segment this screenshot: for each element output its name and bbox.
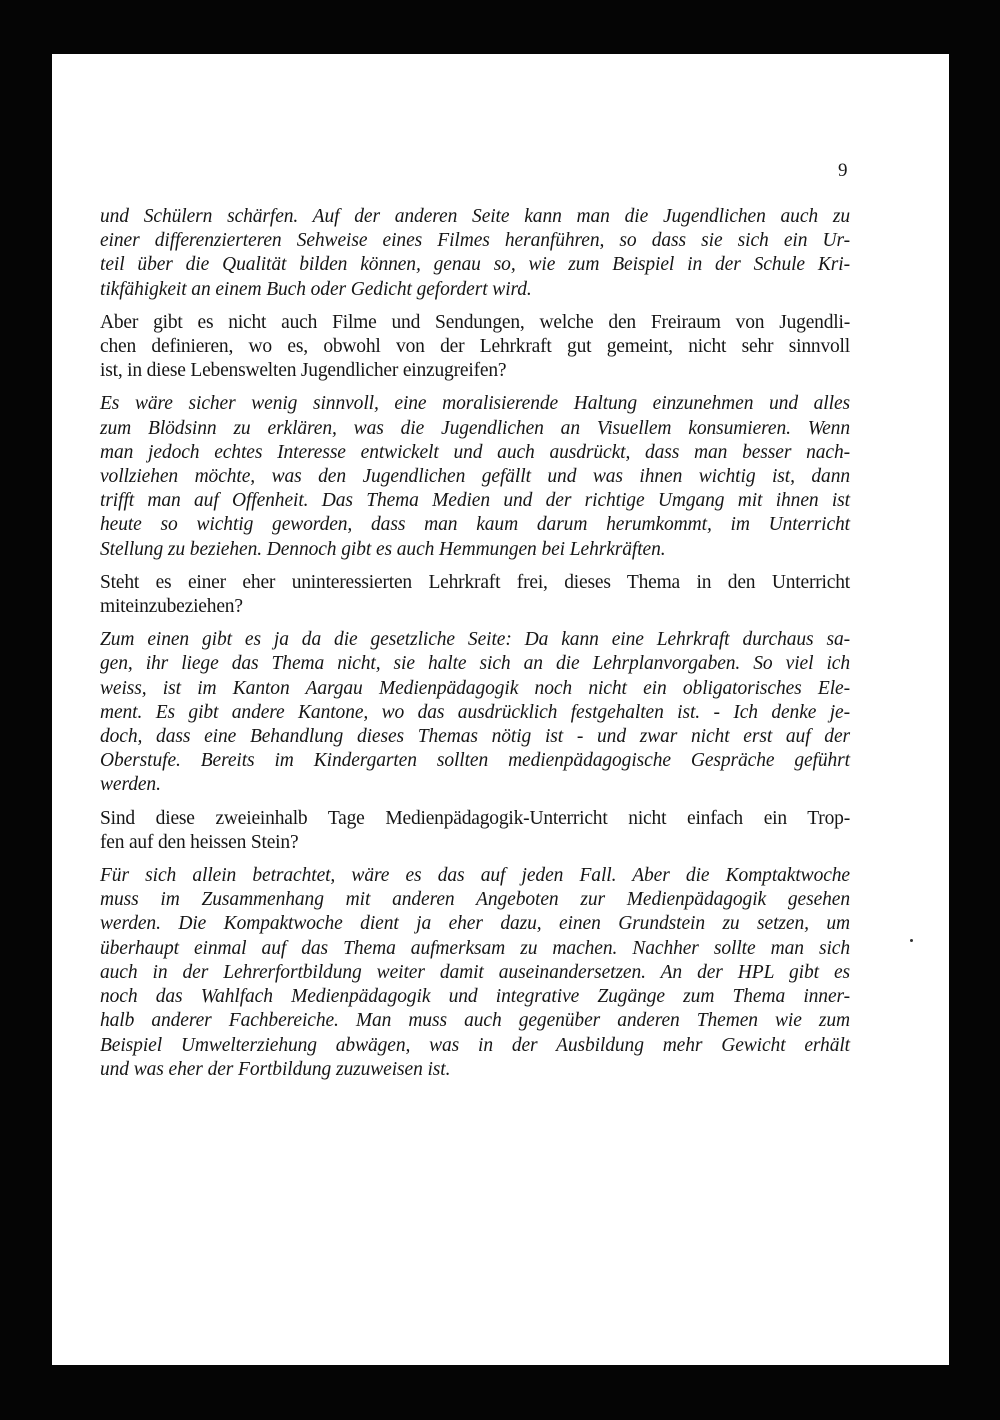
text-line: Oberstufe. Bereits im Kindergarten sollten medienpädagogische Gespräche geführt xyxy=(100,750,850,772)
paragraph-answer-1 xyxy=(100,205,850,302)
text-line: Sind diese zweieinhalb Tage Medienpädagogik-Unterricht nicht einfach ein Trop- xyxy=(100,807,850,829)
text-line: trifft man auf Offenheit. Das Thema Medien und der richtige Umgang mit ihnen ist xyxy=(100,490,850,512)
text-line: teil über die Qualität bilden können, genau so, wie zum Beispiel in der Schule Kri- xyxy=(100,254,850,276)
text-line: Steht es einer eher uninteressierten Lehrkraft frei, dieses Thema in den Unterricht xyxy=(100,571,850,593)
text-line: Für sich allein betrachtet, wäre es das auf jeden Fall. Aber die Komptaktwoche xyxy=(100,865,850,887)
text-line: tikfähigkeit an einem Buch oder Gedicht gefordert wird. xyxy=(100,278,532,300)
text-line: ment. Es gibt andere Kantone, wo das ausdrücklich festgehalten ist. - Ich denke je- xyxy=(100,701,850,723)
text-line: gen, ihr liege das Thema nicht, sie halte sich an die Lehrplanvorgaben. So viel ich xyxy=(100,653,850,675)
text-line: heute so wichtig geworden, dass man kaum darum herumkommt, im Unterricht xyxy=(100,514,850,536)
text-line: halb anderer Fachbereiche. Man muss auch gegenüber anderen Themen wie zum xyxy=(100,1010,850,1032)
text-line: werden. xyxy=(100,774,161,796)
text-line: auch in der Lehrerfortbildung weiter damit auseinandersetzen. An der HPL gibt es xyxy=(100,961,850,983)
text-line: und Schülern schärfen. Auf der anderen Seite kann man die Jugendlichen auch zu xyxy=(100,206,850,227)
paragraph-answer-3 xyxy=(100,628,850,797)
text-line: man jedoch echtes Interesse entwickelt und auch ausdrückt, dass man besser nach- xyxy=(100,441,850,463)
text-line: vollziehen möchte, was den Jugendlichen gefällt und was ihnen wichtig ist, dann xyxy=(100,466,850,488)
paragraph-question-2 xyxy=(100,571,850,619)
paragraph-answer-4 xyxy=(100,864,850,1082)
paragraph-question-3 xyxy=(100,807,850,855)
text-line: fen auf den heissen Stein? xyxy=(100,831,299,853)
paragraph-answer-2 xyxy=(100,392,850,561)
text-line: werden. Die Kompaktwoche dient ja eher dazu, einen Grundstein zu setzen, um xyxy=(100,913,850,935)
text-line: überhaupt einmal auf das Thema aufmerksam zu machen. Nachher sollte man sich xyxy=(100,937,850,959)
scan-speck xyxy=(910,939,913,942)
text-line: Beispiel Umwelterziehung abwägen, was in der Ausbildung mehr Gewicht erhält xyxy=(100,1034,850,1056)
document-body xyxy=(100,205,850,1091)
text-line: Zum einen gibt es ja da die gesetzliche Seite: Da kann eine Lehrkraft durchaus sa- xyxy=(100,629,850,651)
text-line: Stellung zu beziehen. Dennoch gibt es auch Hemmungen bei Lehrkräften. xyxy=(100,538,666,560)
text-line: noch das Wahlfach Medienpädagogik und integrative Zugänge zum Thema inner- xyxy=(100,986,850,1008)
text-line: doch, dass eine Behandlung dieses Themas nötig ist - und zwar nicht erst auf der xyxy=(100,726,850,748)
text-line: ist, in diese Lebenswelten Jugendlicher einzugreifen? xyxy=(100,360,507,382)
text-line: einer differenzierteren Sehweise eines Filmes heranführen, so dass sie sich ein Ur- xyxy=(100,230,850,252)
text-line: zum Blödsinn zu erklären, was die Jugendlichen an Visuellem konsumieren. Wenn xyxy=(100,417,850,439)
text-line: chen definieren, wo es, obwohl von der Lehrkraft gut gemeint, nicht sehr sinnvoll xyxy=(100,336,850,358)
page-number: 9 xyxy=(838,160,848,181)
text-line: Es wäre sicher wenig sinnvoll, eine moralisierende Haltung einzunehmen und alles xyxy=(100,393,850,415)
text-line: Aber gibt es nicht auch Filme und Sendungen, welche den Freiraum von Jugendli- xyxy=(100,311,850,333)
text-line: miteinzubeziehen? xyxy=(100,596,243,618)
text-line: weiss, ist im Kanton Aargau Medienpädagogik noch nicht ein obligatorisches Ele- xyxy=(100,677,850,699)
paragraph-question-1 xyxy=(100,311,850,384)
text-line: und was eher der Fortbildung zuzuweisen ist. xyxy=(100,1058,451,1080)
text-line: muss im Zusammenhang mit anderen Angeboten zur Medienpädagogik gesehen xyxy=(100,889,850,911)
